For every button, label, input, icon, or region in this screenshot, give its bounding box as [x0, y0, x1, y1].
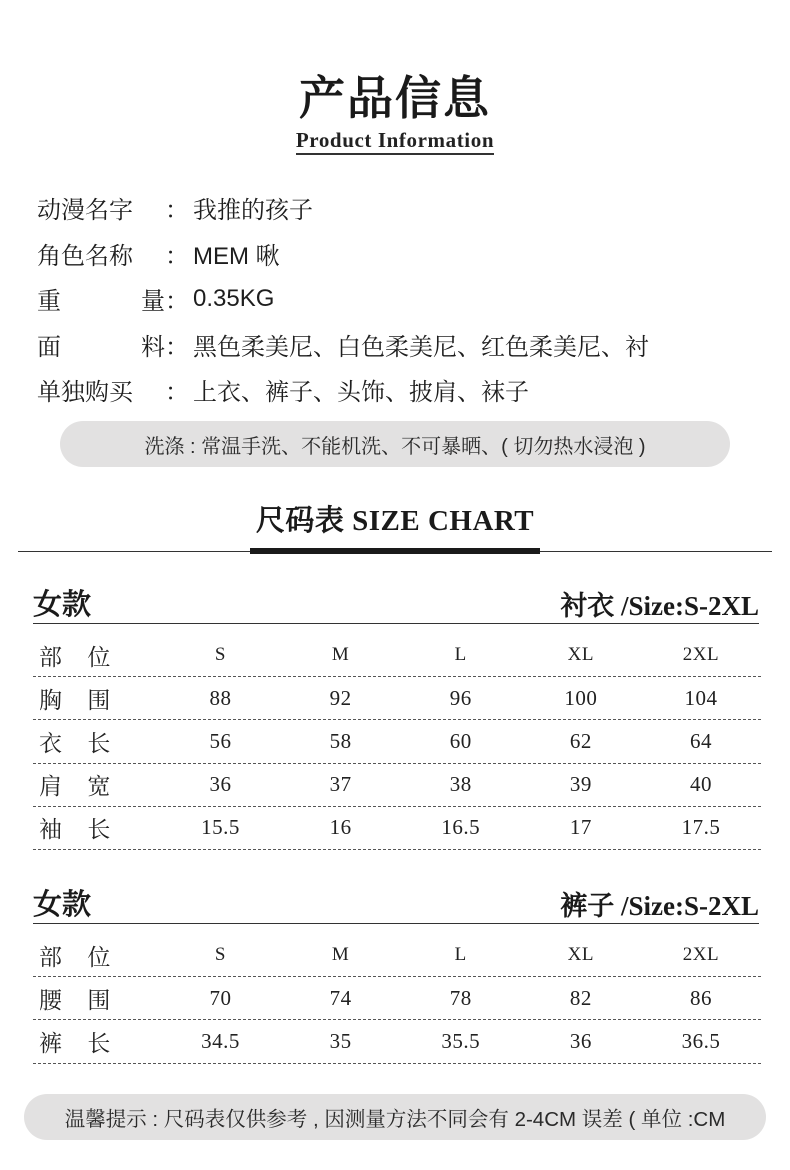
label-part: 袖: [39, 817, 62, 843]
table-cell: XL: [567, 644, 594, 666]
info-label: [37, 236, 165, 271]
row-label: [33, 982, 160, 1015]
table-cell: 82: [569, 985, 592, 1010]
table-row: [33, 807, 761, 850]
table-cell: 60: [449, 728, 472, 753]
label-part: 位: [87, 944, 111, 970]
row-label: [33, 811, 160, 844]
table-cell: 56: [209, 728, 232, 753]
label-part: 料: [141, 333, 165, 361]
row-label: [33, 725, 160, 758]
shirt-section-left-label: 女款: [33, 589, 92, 621]
product-info-list: [37, 185, 757, 413]
info-value: 0.35KG: [193, 284, 275, 312]
info-row-character-name: [37, 231, 757, 277]
info-row-anime-name: [37, 185, 757, 231]
info-label: [37, 190, 165, 225]
shirt-section-header: [33, 582, 759, 623]
table-row: [33, 1020, 761, 1063]
colon: ：: [165, 288, 189, 316]
row-label: [33, 1025, 160, 1058]
table-cell: 64: [689, 728, 712, 753]
table-row: [33, 720, 761, 763]
info-value: MEM 啾: [193, 242, 280, 270]
table-cell: 2XL: [682, 644, 720, 666]
table-cell: 62: [569, 728, 592, 753]
table-cell: 58: [329, 728, 352, 753]
label-part: 围: [87, 687, 111, 713]
label-part: 长: [87, 1030, 111, 1056]
colon: ：: [165, 242, 189, 270]
table-cell: 36.5: [681, 1028, 721, 1053]
table-cell: 40: [689, 772, 712, 797]
row-label: [33, 768, 160, 801]
shirt-section-right-label: 衬衣 /Size:S-2XL: [560, 591, 759, 621]
info-label: [37, 372, 165, 407]
table-cell: 88: [209, 685, 232, 710]
pants-header-line: [33, 923, 759, 924]
colon: ：: [165, 379, 189, 407]
wash-instructions-pill: 洗涤 : 常温手洗、不能机洗、不可暴晒、( 切勿热水浸泡 ): [60, 421, 730, 467]
info-row-material: [37, 322, 757, 368]
table-cell: 96: [449, 685, 472, 710]
label-part: 腰: [39, 987, 62, 1013]
info-label: [37, 327, 165, 362]
info-value: 上衣、裤子、头饰、披肩、袜子: [193, 379, 529, 407]
colon: ：: [165, 197, 189, 225]
size-chart-title: 尺码表 SIZE CHART: [255, 505, 535, 537]
table-cell: 92: [329, 685, 352, 710]
table-cell: S: [214, 644, 226, 666]
info-label: [37, 281, 165, 316]
table-row: [33, 634, 761, 677]
label-part: 长: [87, 817, 111, 843]
shirt-size-table: [33, 634, 761, 850]
pants-section-header: [33, 882, 759, 923]
shirt-header-line: [33, 623, 759, 624]
label-part: 角色名称: [37, 242, 133, 270]
label-part: 肩: [39, 774, 62, 800]
colon: ：: [165, 333, 189, 361]
label-part: 衣: [39, 730, 62, 756]
info-value: 黑色柔美尼、白色柔美尼、红色柔美尼、衬: [193, 333, 649, 361]
table-cell: 70: [209, 985, 232, 1010]
table-cell: 17: [569, 815, 592, 840]
pants-size-table: [33, 934, 761, 1064]
table-cell: 36: [569, 1028, 592, 1053]
table-cell: 86: [689, 985, 712, 1010]
row-label: [33, 682, 160, 715]
table-cell: 38: [449, 772, 472, 797]
label-part: 胸: [39, 687, 62, 713]
row-label: [33, 639, 160, 672]
label-part: 部: [39, 944, 62, 970]
table-row: [33, 977, 761, 1020]
table-cell: 36: [209, 772, 232, 797]
info-row-weight: [37, 276, 757, 322]
table-cell: 2XL: [682, 944, 720, 966]
table-cell: M: [331, 944, 350, 966]
table-cell: 39: [569, 772, 592, 797]
pants-section-right-label: 裤子 /Size:S-2XL: [560, 891, 759, 921]
table-cell: 78: [449, 985, 472, 1010]
label-part: 动漫名字: [37, 197, 133, 225]
table-row: [33, 764, 761, 807]
table-cell: 15.5: [201, 815, 240, 840]
table-cell: 16.5: [441, 815, 481, 840]
page-subtitle: [0, 128, 790, 153]
size-chart-underline-bar: [250, 548, 540, 554]
subtitle-text: Product Information: [296, 128, 494, 155]
table-cell: 17.5: [681, 815, 721, 840]
table-cell: 100: [564, 685, 598, 710]
table-cell: M: [331, 644, 350, 666]
label-part: 量: [141, 288, 165, 316]
label-part: 宽: [87, 774, 111, 800]
label-part: 部: [39, 644, 62, 670]
table-cell: 74: [329, 985, 352, 1010]
table-cell: 35.5: [441, 1028, 481, 1053]
info-value: 我推的孩子: [193, 197, 313, 225]
table-cell: 35: [329, 1028, 352, 1053]
table-cell: 34.5: [201, 1028, 240, 1053]
label-part: 位: [87, 644, 111, 670]
row-label: [33, 939, 160, 972]
info-row-separate-purchase: [37, 367, 757, 413]
label-part: 面: [37, 333, 61, 361]
table-row: [33, 934, 761, 977]
table-cell: L: [454, 644, 467, 666]
table-cell: 104: [684, 685, 718, 710]
table-cell: L: [454, 944, 467, 966]
table-cell: 16: [329, 815, 352, 840]
label-part: 长: [87, 730, 111, 756]
table-cell: S: [214, 944, 226, 966]
page-title: 产品信息: [299, 71, 491, 125]
label-part: 单独购买: [37, 379, 133, 407]
table-cell: 37: [329, 772, 352, 797]
table-cell: XL: [567, 944, 594, 966]
pants-section-left-label: 女款: [33, 889, 92, 921]
size-tip-pill: 温馨提示 : 尺码表仅供参考 , 因测量方法不同会有 2-4CM 误差 ( 单位 :CM: [24, 1094, 766, 1140]
label-part: 重: [37, 288, 61, 316]
label-part: 围: [87, 987, 111, 1013]
label-part: 裤: [39, 1030, 62, 1056]
table-row: [33, 677, 761, 720]
